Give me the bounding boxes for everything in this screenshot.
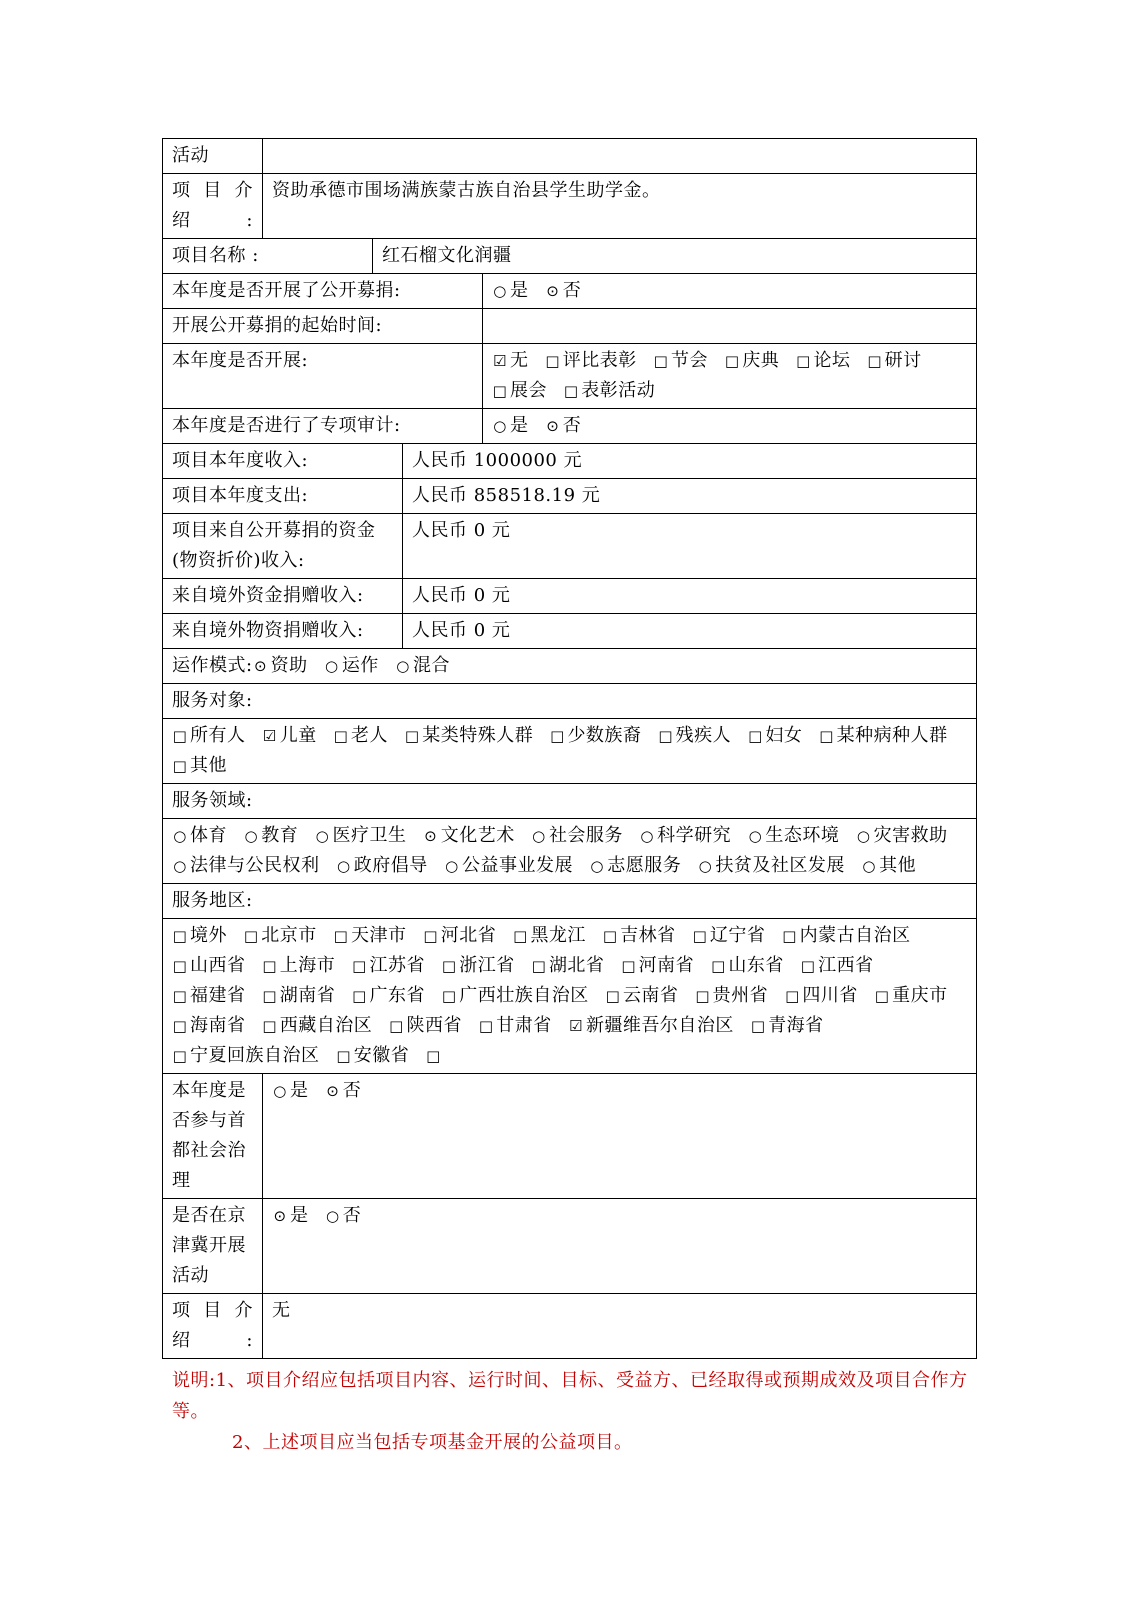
row-target-options [163,719,977,784]
note-2: 2、上述项目应当包括专项基金开展的公益项目。 [232,1432,633,1453]
option-item[interactable] [404,725,533,746]
option-item[interactable] [658,725,732,746]
option-item[interactable] [695,985,769,1006]
jjj-label: 是否在京津冀开展活动 [163,1199,263,1294]
option-item[interactable] [333,925,407,946]
option-label: 少数族裔 [567,725,642,746]
option-label: 四川省 [802,985,858,1006]
option-item[interactable] [441,955,515,976]
option-item[interactable] [512,925,586,946]
radio-unselected-icon: ○ [315,827,330,845]
row-target-label [163,684,977,719]
option-item[interactable] [172,955,246,976]
option-item[interactable] [351,955,425,976]
activities-options [483,344,977,409]
checkbox-icon: □ [262,957,278,975]
option-item[interactable] [172,985,246,1006]
option-label: 内蒙古自治区 [799,925,911,946]
option-item[interactable] [243,925,317,946]
region-options [163,919,977,1074]
radio-selected-icon: ⊙ [424,827,438,845]
checkbox-checked-icon: ☑ [262,727,277,745]
option-label: 扶贫及社区发展 [715,855,845,876]
foreign-goods-label: 来自境外物资捐赠收入: [163,614,403,649]
option-label: 灾害救助 [873,825,948,846]
option-label: 广西壮族自治区 [459,985,589,1006]
option-label: 否 [562,280,582,301]
row-region-label [163,884,977,919]
project-name-value: 红石榴文化润疆 [373,239,977,274]
option-item[interactable] [172,755,227,776]
option-label: 混合 [413,655,451,676]
option-item[interactable] [563,380,655,401]
option-item[interactable] [262,955,336,976]
checkbox-icon: □ [653,352,669,370]
foreign-goods-value: 人民币 0 元 [403,614,977,649]
row-mode [163,649,977,684]
row-public-income [163,514,977,579]
jjj-yes-option[interactable] [272,1205,309,1226]
option-label: 其他 [879,855,917,876]
option-label: 天津市 [350,925,407,946]
radio-unselected-icon: ○ [325,657,339,675]
checkbox-icon: □ [874,987,890,1005]
field-options [163,819,977,884]
option-label: 新疆维吾尔自治区 [585,1015,734,1036]
option-label: 广东省 [369,985,425,1006]
checkbox-icon: □ [478,1017,494,1035]
radio-unselected-icon: ○ [173,857,187,875]
checkbox-icon: □ [602,927,618,945]
option-item[interactable] [782,925,911,946]
row-audit [163,409,977,444]
income-label: 项目本年度收入: [163,444,403,479]
checkbox-icon: □ [172,1017,188,1035]
option-label: 教育 [261,825,299,846]
option-item[interactable] [531,825,623,846]
region-label: 服务地区: [163,884,977,919]
checkbox-icon: □ [426,1047,441,1065]
option-label: 江苏省 [369,955,425,976]
option-label: 老人 [350,725,388,746]
option-label: 否 [342,1080,362,1101]
option-label: 重庆市 [892,985,948,1006]
option-label: 否 [342,1205,362,1226]
option-item[interactable] [172,1045,320,1066]
intro-label-1: 项 目 介绍: [163,174,263,239]
radio-unselected-icon: ○ [336,857,351,875]
option-item[interactable] [692,925,766,946]
option-item[interactable] [423,925,497,946]
option-item[interactable] [639,825,731,846]
option-label: 评比表彰 [562,350,637,371]
option-label: 山东省 [728,955,784,976]
radio-unselected-icon: ○ [862,857,876,875]
row-capital [163,1074,977,1199]
activity-value [263,139,977,174]
option-item[interactable] [867,350,922,371]
option-item[interactable] [172,825,227,846]
capital-label: 本年度是否参与首都社会治理 [163,1074,263,1199]
checkbox-icon: □ [782,927,797,945]
option-label: 无 [510,350,529,371]
target-label: 服务对象: [163,684,977,719]
start-time-label: 开展公开募捐的起始时间: [163,309,483,344]
option-item[interactable] [800,955,874,976]
option-item[interactable] [351,985,425,1006]
checkbox-icon: □ [172,727,188,745]
option-item[interactable] [861,855,916,876]
checkbox-icon: □ [711,957,726,975]
option-item[interactable] [492,380,547,401]
capital-no-option[interactable] [325,1080,362,1101]
option-label: 山西省 [190,955,246,976]
option-label: 法律与公民权利 [190,855,320,876]
expense-value: 人民币 858518.19 元 [403,479,977,514]
jjj-options [263,1199,977,1294]
option-item[interactable] [314,825,406,846]
mode-options [253,655,460,676]
checkbox-icon: □ [800,957,816,975]
option-label: 是 [510,415,529,436]
option-label: 体育 [190,825,227,846]
row-jjj [163,1199,977,1294]
mode-label: 运作模式: [172,655,253,676]
checkbox-icon: □ [724,352,740,370]
option-item[interactable] [172,925,227,946]
option-item[interactable] [747,825,839,846]
option-item[interactable] [589,855,681,876]
option-item[interactable] [795,350,850,371]
checkbox-icon: □ [748,727,763,745]
notes [162,1365,976,1458]
radio-unselected-icon: ○ [325,1207,340,1225]
option-label: 黑龙江 [530,925,586,946]
foreign-fund-label: 来自境外资金捐赠收入: [163,579,403,614]
option-label: 西藏自治区 [279,1015,373,1036]
option-label: 贵州省 [712,985,769,1006]
option-item[interactable] [262,985,336,1006]
radio-unselected-icon: ○ [590,857,604,875]
option-label: 残疾人 [675,725,732,746]
row-activities [163,344,977,409]
activity-label: 活动 [163,139,263,174]
option-item[interactable] [605,985,679,1006]
public-fund-no-option[interactable] [545,280,582,301]
option-label: 妇女 [765,725,803,746]
checkbox-checked-icon: ☑ [568,1017,583,1035]
row-region-options [163,919,977,1074]
option-label: 节会 [670,350,708,371]
option-label: 医疗卫生 [332,825,407,846]
option-item[interactable] [333,725,388,746]
option-label: 所有人 [190,725,246,746]
checkbox-icon: □ [172,1047,188,1065]
public-income-label: 项目来自公开募捐的资金(物资折价)收入: [163,514,403,579]
radio-unselected-icon: ○ [532,827,546,845]
option-item[interactable] [253,655,308,676]
option-item[interactable] [653,350,708,371]
checkbox-icon: □ [605,987,621,1005]
row-field-label [163,784,977,819]
checkbox-icon: □ [621,957,637,975]
option-item[interactable] [444,855,573,876]
option-item[interactable] [262,725,317,746]
checkbox-icon: □ [819,727,834,745]
option-item[interactable] [819,725,948,746]
checkbox-icon: □ [333,927,349,945]
option-label: 某种病种人群 [836,725,948,746]
option-label: 陕西省 [406,1015,462,1036]
option-label: 政府倡导 [353,855,428,876]
option-label: 青海省 [768,1015,824,1036]
option-item[interactable] [172,1015,246,1036]
option-item[interactable] [336,1045,410,1066]
audit-no-option[interactable] [545,415,582,436]
option-item[interactable] [856,825,948,846]
row-intro-2 [163,1294,977,1359]
radio-unselected-icon: ○ [640,827,654,845]
option-item[interactable] [478,1015,552,1036]
row-income [163,444,977,479]
option-item[interactable] [874,985,948,1006]
option-label: 资助 [270,655,308,676]
option-item[interactable] [243,825,298,846]
option-item[interactable] [784,985,858,1006]
radio-unselected-icon: ○ [273,1082,287,1100]
row-expense [163,479,977,514]
option-label: 研讨 [884,350,922,371]
expense-label: 项目本年度支出: [163,479,403,514]
option-label: 河北省 [440,925,497,946]
row-public-fund [163,274,977,309]
row-foreign-fund [163,579,977,614]
option-item[interactable] [492,350,529,371]
public-fund-options [483,274,977,309]
start-time-value[interactable] [483,309,977,344]
option-item[interactable] [388,1015,462,1036]
public-fund-label: 本年度是否开展了公开募捐: [163,274,483,309]
checkbox-icon: □ [172,927,188,945]
jjj-no-option[interactable] [325,1205,362,1226]
option-label: 文化艺术 [440,825,515,846]
radio-selected-icon: ⊙ [254,657,268,675]
option-label: 是 [510,280,529,301]
audit-options [483,409,977,444]
checkbox-icon: □ [441,957,457,975]
checkbox-icon: □ [389,1017,404,1035]
option-label: 浙江省 [459,955,515,976]
checkbox-icon: □ [352,957,367,975]
intro-value-2: 无 [263,1294,977,1359]
radio-unselected-icon: ○ [856,827,871,845]
option-label: 论坛 [813,350,851,371]
option-label: 社会服务 [548,825,623,846]
option-label: 志愿服务 [607,855,682,876]
option-label: 海南省 [190,1015,246,1036]
option-label: 湖北省 [548,955,605,976]
option-label: 甘肃省 [496,1015,552,1036]
row-project-name [163,239,977,274]
checkbox-icon: □ [550,727,565,745]
radio-unselected-icon: ○ [748,827,763,845]
project-form-table [162,138,977,1359]
radio-unselected-icon: ○ [493,282,507,300]
option-label: 儿童 [279,725,317,746]
checkbox-icon: □ [545,352,561,370]
radio-unselected-icon: ○ [396,657,410,675]
public-fund-yes-option[interactable] [492,280,529,301]
checkbox-icon: □ [172,987,188,1005]
option-label: 生态环境 [765,825,840,846]
row-field-options [163,819,977,884]
radio-selected-icon: ⊙ [273,1207,287,1225]
checkbox-icon: □ [172,957,188,975]
radio-unselected-icon: ○ [244,827,259,845]
option-label: 安徽省 [353,1045,410,1066]
option-label: 科学研究 [657,825,732,846]
checkbox-icon: □ [492,382,508,400]
capital-yes-option[interactable] [272,1080,309,1101]
row-intro-1 [163,174,977,239]
option-item[interactable] [336,855,428,876]
checkbox-icon: □ [867,352,883,370]
checkbox-icon: □ [695,987,711,1005]
checkbox-icon: □ [172,757,188,775]
option-item[interactable] [395,655,450,676]
option-label: 其他 [190,755,227,776]
option-label: 云南省 [622,985,679,1006]
audit-yes-option[interactable] [492,415,529,436]
checkbox-icon: □ [563,382,579,400]
option-item[interactable] [568,1015,734,1036]
option-item[interactable] [531,955,605,976]
checkbox-icon: □ [785,987,800,1005]
mode-cell [163,649,977,684]
checkbox-checked-icon: ☑ [493,352,507,370]
option-label: 运作 [341,655,379,676]
audit-label: 本年度是否进行了专项审计: [163,409,483,444]
checkbox-icon: □ [243,927,259,945]
intro-value-1: 资助承德市围场满族蒙古族自治县学生助学金。 [263,174,977,239]
option-item[interactable] [710,955,784,976]
option-label: 公益事业发展 [461,855,573,876]
option-item[interactable] [750,1015,824,1036]
checkbox-icon: □ [423,927,439,945]
capital-options [263,1074,977,1199]
option-label: 上海市 [279,955,336,976]
checkbox-icon: □ [692,927,708,945]
radio-unselected-icon: ○ [698,857,713,875]
radio-selected-icon: ⊙ [546,282,560,300]
public-income-value: 人民币 0 元 [403,514,977,579]
checkbox-icon: □ [513,927,528,945]
option-label: 福建省 [190,985,246,1006]
option-item[interactable] [441,985,589,1006]
intro-label-2: 项 目 介绍: [163,1294,263,1359]
row-activity [163,139,977,174]
option-label: 江西省 [818,955,874,976]
target-options [163,719,977,784]
option-label: 表彰活动 [581,380,656,401]
foreign-fund-value: 人民币 0 元 [403,579,977,614]
option-label: 湖南省 [279,985,336,1006]
option-item[interactable] [324,655,379,676]
activities-label: 本年度是否开展: [163,344,483,409]
option-label: 是 [290,1205,309,1226]
option-item[interactable] [172,725,246,746]
option-label: 某类特殊人群 [422,725,534,746]
checkbox-icon: □ [531,957,547,975]
checkbox-icon: □ [262,1017,278,1035]
radio-selected-icon: ⊙ [326,1082,340,1100]
checkbox-icon: □ [658,727,674,745]
option-label: 北京市 [261,925,317,946]
option-label: 是 [290,1080,309,1101]
option-item[interactable] [425,1045,443,1066]
option-item[interactable] [747,725,802,746]
option-label: 河南省 [638,955,695,976]
option-item[interactable] [262,1015,373,1036]
option-label: 展会 [510,380,547,401]
option-item[interactable] [697,855,845,876]
radio-selected-icon: ⊙ [546,417,560,435]
option-item[interactable] [423,825,515,846]
checkbox-icon: □ [796,352,811,370]
row-start-time [163,309,977,344]
option-item[interactable] [172,855,320,876]
checkbox-icon: □ [441,987,457,1005]
project-name-label: 项目名称 : [163,239,373,274]
option-label: 吉林省 [620,925,676,946]
row-foreign-goods [163,614,977,649]
option-item[interactable] [549,725,641,746]
radio-unselected-icon: ○ [445,857,459,875]
option-item[interactable] [621,955,695,976]
option-label: 辽宁省 [709,925,766,946]
option-label: 否 [562,415,582,436]
checkbox-icon: □ [404,727,420,745]
checkbox-icon: □ [262,987,278,1005]
option-item[interactable] [724,350,779,371]
form-page [162,138,976,1458]
option-label: 境外 [190,925,227,946]
note-1: 说明:1、项目介绍应包括项目内容、运行时间、目标、受益方、已经取得或预期成效及项目合作方等。 [172,1370,968,1422]
checkbox-icon: □ [750,1017,766,1035]
checkbox-icon: □ [352,987,367,1005]
option-label: 宁夏回族自治区 [190,1045,320,1066]
checkbox-icon: □ [333,727,349,745]
radio-unselected-icon: ○ [493,417,507,435]
option-label: 庆典 [742,350,780,371]
checkbox-icon: □ [336,1047,352,1065]
field-label: 服务领域: [163,784,977,819]
radio-unselected-icon: ○ [173,827,187,845]
income-value: 人民币 1000000 元 [403,444,977,479]
option-item[interactable] [602,925,676,946]
option-item[interactable] [545,350,637,371]
